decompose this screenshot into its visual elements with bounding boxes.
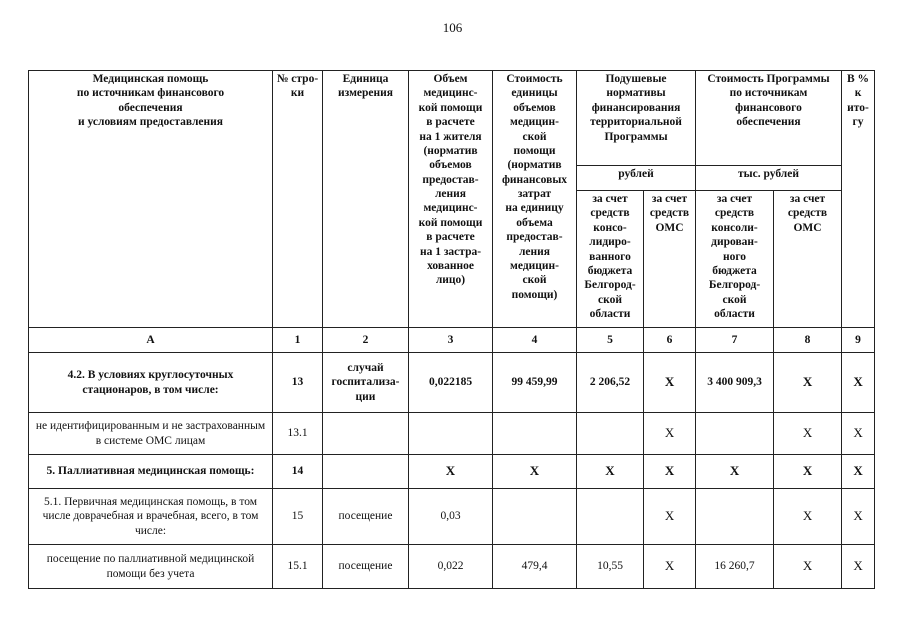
row-unit-cost: 99 459,99 (493, 353, 577, 413)
row-cost-oms: Х (774, 413, 842, 455)
row-description: посещение по паллиативной медицинской помощи без учета (29, 545, 273, 589)
row-description: не идентифицированным и не застрахованным в системе ОМС лицам (29, 413, 273, 455)
header-volume: Объем медицинс- кой помощи в расчете на 1 жителя (норматив объемов предостав- ления медицинс- кой помощи в расчете на 1 застра- хованное лицо) (409, 71, 493, 328)
row-percent: Х (842, 353, 875, 413)
header-percent: В % к ито- гу (842, 71, 875, 328)
row-per-capita-oms: Х (644, 353, 696, 413)
header-unit: Единица измерения (323, 71, 409, 328)
row-cost-budget: 3 400 909,3 (696, 353, 774, 413)
column-number: 7 (696, 328, 774, 353)
column-number: 4 (493, 328, 577, 353)
row-per-capita-budget: 2 206,52 (577, 353, 644, 413)
row-percent: Х (842, 455, 875, 489)
row-unit-cost (493, 489, 577, 545)
column-number: 9 (842, 328, 875, 353)
header-cost-oms: за счет средств ОМС (774, 191, 842, 328)
row-per-capita-budget (577, 489, 644, 545)
row-per-capita-budget: Х (577, 455, 644, 489)
row-description: 5. Паллиативная медицинская помощь: (29, 455, 273, 489)
table-row (29, 413, 875, 455)
row-volume: 0,022185 (409, 353, 493, 413)
column-number-row (29, 328, 875, 353)
header-program-cost: Стоимость Программы по источникам финансового обеспечения (696, 71, 842, 166)
row-percent: Х (842, 545, 875, 589)
table-row (29, 455, 875, 489)
column-number: 5 (577, 328, 644, 353)
financing-table (28, 70, 875, 589)
row-volume: Х (409, 455, 493, 489)
row-cost-budget: 16 260,7 (696, 545, 774, 589)
column-number: 6 (644, 328, 696, 353)
row-per-capita-budget: 10,55 (577, 545, 644, 589)
row-percent: Х (842, 489, 875, 545)
row-line-number: 14 (273, 455, 323, 489)
row-unit: посещение (323, 545, 409, 589)
row-volume (409, 413, 493, 455)
row-line-number: 13 (273, 353, 323, 413)
header-description: Медицинская помощь по источникам финансового обеспечения и условиям предоставления (29, 71, 273, 328)
row-unit (323, 455, 409, 489)
column-number: 3 (409, 328, 493, 353)
column-number: 8 (774, 328, 842, 353)
column-number: А (29, 328, 273, 353)
row-cost-oms: Х (774, 353, 842, 413)
row-per-capita-oms: Х (644, 413, 696, 455)
row-line-number: 13.1 (273, 413, 323, 455)
row-unit: посещение (323, 489, 409, 545)
row-cost-budget (696, 489, 774, 545)
row-cost-budget (696, 413, 774, 455)
row-cost-oms: Х (774, 545, 842, 589)
row-cost-oms: Х (774, 489, 842, 545)
table-row (29, 353, 875, 413)
row-description: 5.1. Первичная медицинская помощь, в том числе доврачебная и врачебная, всего, в том числе: (29, 489, 273, 545)
row-line-number: 15.1 (273, 545, 323, 589)
header-per-capita: Подушевые нормативы финансирования территориальной Программы (577, 71, 696, 166)
table-row (29, 489, 875, 545)
header-thousand-rubles: тыс. рублей (696, 166, 842, 191)
row-per-capita-oms: Х (644, 489, 696, 545)
row-percent: Х (842, 413, 875, 455)
column-number: 2 (323, 328, 409, 353)
row-volume: 0,022 (409, 545, 493, 589)
header-rubles: рублей (577, 166, 696, 191)
header-line-number: № стро- ки (273, 71, 323, 328)
column-number: 1 (273, 328, 323, 353)
row-per-capita-oms: Х (644, 455, 696, 489)
row-description: 4.2. В условиях круглосуточных стационаров, в том числе: (29, 353, 273, 413)
row-unit (323, 413, 409, 455)
row-per-capita-budget (577, 413, 644, 455)
page-number: 106 (442, 20, 463, 35)
header-per-capita-oms: за счет средств ОМС (644, 191, 696, 328)
row-unit-cost: Х (493, 455, 577, 489)
header-unit-cost: Стоимость единицы объемов медицин- ской помощи (норматив финансовых затрат на единицу объема предостав- ления медицин- ской помощи) (493, 71, 577, 328)
row-cost-budget: Х (696, 455, 774, 489)
header-per-capita-budget: за счет средств консо- лидиро- ванного бюджета Белгород- ской области (577, 191, 644, 328)
row-per-capita-oms: Х (644, 545, 696, 589)
table-row (29, 545, 875, 589)
row-line-number: 15 (273, 489, 323, 545)
row-cost-oms: Х (774, 455, 842, 489)
row-volume: 0,03 (409, 489, 493, 545)
row-unit-cost (493, 413, 577, 455)
row-unit: случай госпитализа-ции (323, 353, 409, 413)
header-cost-budget: за счет средств консоли- дирован- ного бюджета Белгород- ской области (696, 191, 774, 328)
row-unit-cost: 479,4 (493, 545, 577, 589)
